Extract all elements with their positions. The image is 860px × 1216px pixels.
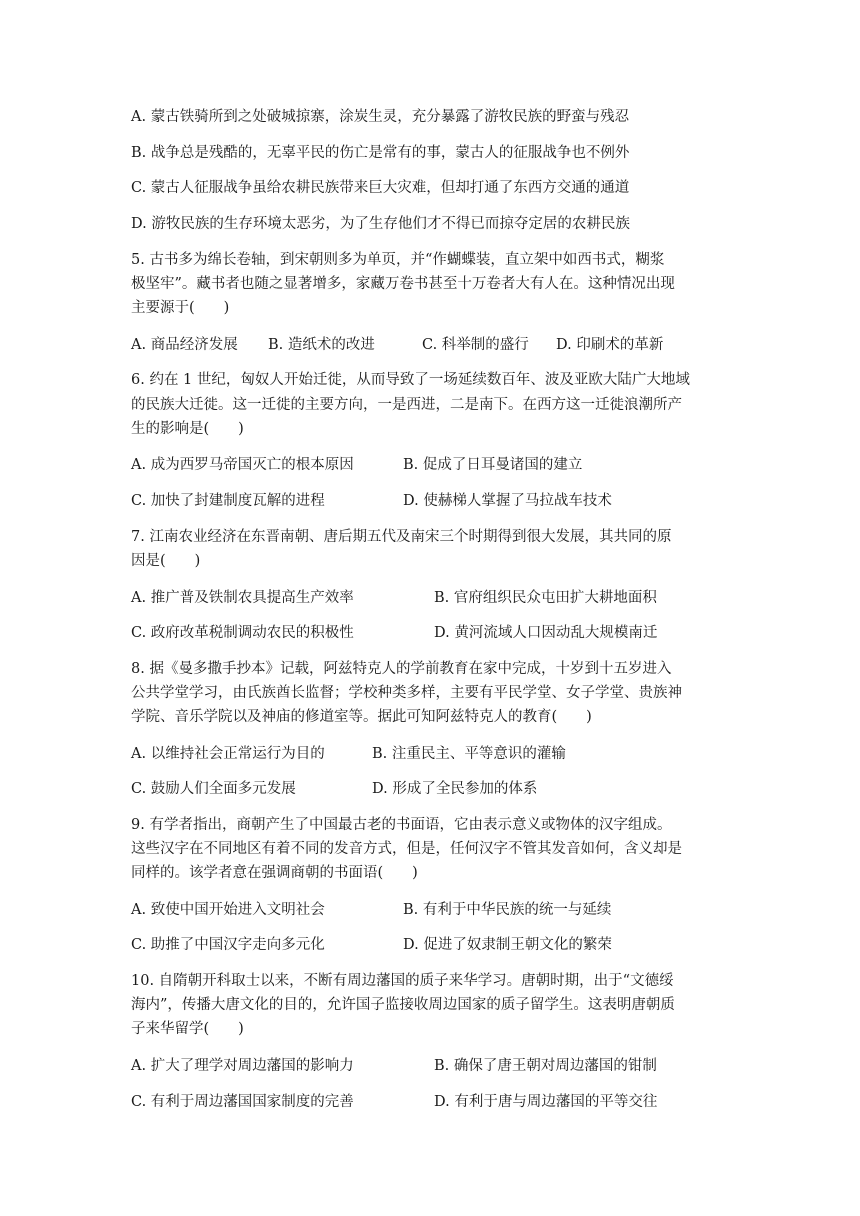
q9-option-d: D. 促进了奴隶制王朝文化的繁荣 <box>403 937 612 953</box>
q5-stem-line: 5. 古书多为绵长卷轴，到宋朝则多为单页，并“作蝴蝶装，直立架中如西书式，糊浆 <box>131 252 665 268</box>
q8-option-a: A. 以维持社会正常运行为目的 <box>131 746 325 762</box>
q8-option-d: D. 形成了全民参加的体系 <box>372 781 538 797</box>
q5-stem-line: 极坚牢”。藏书者也随之显著增多，家藏万卷书甚至十万卷者大有人在。这种情况出现 <box>131 276 675 292</box>
q6-stem-line: 的民族大迁徙。这一迁徙的主要方向，一是西进，二是南下。在西方这一迁徙浪潮所产 <box>131 397 682 413</box>
q6-option-d: D. 使赫梯人掌握了马拉战车技术 <box>403 493 612 509</box>
q7-stem-line: 因是( ) <box>131 553 201 569</box>
q10-stem-line: 10. 自隋朝开科取士以来，不断有周边藩国的质子来华学习。唐朝时期，出于“文德绥 <box>131 973 674 989</box>
q10-stem-line: 海内”，传播大唐文化的目的，允许国子监接收周边国家的质子留学生。这表明唐朝质 <box>131 997 675 1013</box>
q5-option-b: B. 造纸术的改进 <box>268 337 375 353</box>
q7-option-b: B. 官府组织民众屯田扩大耕地面积 <box>434 590 657 606</box>
q7-option-d: D. 黄河流域人口因动乱大规模南迁 <box>434 625 658 641</box>
q7-option-a: A. 推广普及铁制农具提高生产效率 <box>131 590 354 606</box>
q9-stem-line: 9. 有学者指出，商朝产生了中国最古老的书面语，它由表示意义或物体的汉字组成。 <box>131 817 672 833</box>
q9-option-c: C. 助推了中国汉字走向多元化 <box>131 937 325 953</box>
q10-option-a: A. 扩大了理学对周边藩国的影响力 <box>131 1058 354 1074</box>
q10-option-b: B. 确保了唐王朝对周边藩国的钳制 <box>434 1058 657 1074</box>
q8-option-b: B. 注重民主、平等意识的灌输 <box>372 746 566 762</box>
q10-option-c: C. 有利于周边藩国国家制度的完善 <box>131 1094 354 1110</box>
q10-option-d: D. 有利于唐与周边藩国的平等交往 <box>434 1094 658 1110</box>
q6-stem-line: 生的影响是( ) <box>131 421 244 437</box>
q8-stem-line: 公共学堂学习，由氏族酋长监督；学校种类多样，主要有平民学堂、女子学堂、贵族神 <box>131 685 682 701</box>
q6-option-b: B. 促成了日耳曼诸国的建立 <box>403 457 583 473</box>
q9-stem-line: 这些汉字在不同地区有着不同的发音方式，但是，任何汉字不管其发音如何，含义却是 <box>131 841 682 857</box>
q4-option-a: A. 蒙古铁骑所到之处破城掠寨，涂炭生灵，充分暴露了游牧民族的野蛮与残忍 <box>131 109 630 125</box>
q6-option-a: A. 成为西罗马帝国灭亡的根本原因 <box>131 457 354 473</box>
q9-option-b: B. 有利于中华民族的统一与延续 <box>403 902 612 918</box>
q5-stem-line: 主要源于( ) <box>131 300 230 316</box>
q7-stem-line: 7. 江南农业经济在东晋南朝、唐后期五代及南宋三个时期得到很大发展，其共同的原 <box>131 529 672 545</box>
q4-option-d: D. 游牧民族的生存环境太恶劣，为了生存他们才不得已而掠夺定居的农耕民族 <box>131 216 630 232</box>
q6-option-c: C. 加快了封建制度瓦解的进程 <box>131 493 325 509</box>
q8-stem-line: 学院、音乐学院以及神庙的修道室等。据此可知阿兹特克人的教育( ) <box>131 709 592 725</box>
q8-stem-line: 8. 据《曼多撒手抄本》记载，阿兹特克人的学前教育在家中完成，十岁到十五岁进入 <box>131 661 672 677</box>
q9-stem-line: 同样的。该学者意在强调商朝的书面语( ) <box>131 865 418 881</box>
q9-option-a: A. 致使中国开始进入文明社会 <box>131 902 325 918</box>
q5-option-a: A. 商品经济发展 <box>131 337 238 353</box>
q8-option-c: C. 鼓励人们全面多元发展 <box>131 781 296 797</box>
q4-option-c: C. 蒙古人征服战争虽给农耕民族带来巨大灾难，但却打通了东西方交通的通道 <box>131 180 630 196</box>
q5-option-d: D. 印刷术的革新 <box>556 337 664 353</box>
q7-option-c: C. 政府改革税制调动农民的积极性 <box>131 625 354 641</box>
q4-option-b: B. 战争总是残酷的，无辜平民的伤亡是常有的事，蒙古人的征服战争也不例外 <box>131 145 630 161</box>
q6-stem-line: 6. 约在 1 世纪，匈奴人开始迁徙，从而导致了一场延续数百年、波及亚欧大陆广大地域 <box>131 372 690 388</box>
q10-stem-line: 子来华留学( ) <box>131 1021 244 1037</box>
q5-option-c: C. 科举制的盛行 <box>422 337 529 353</box>
